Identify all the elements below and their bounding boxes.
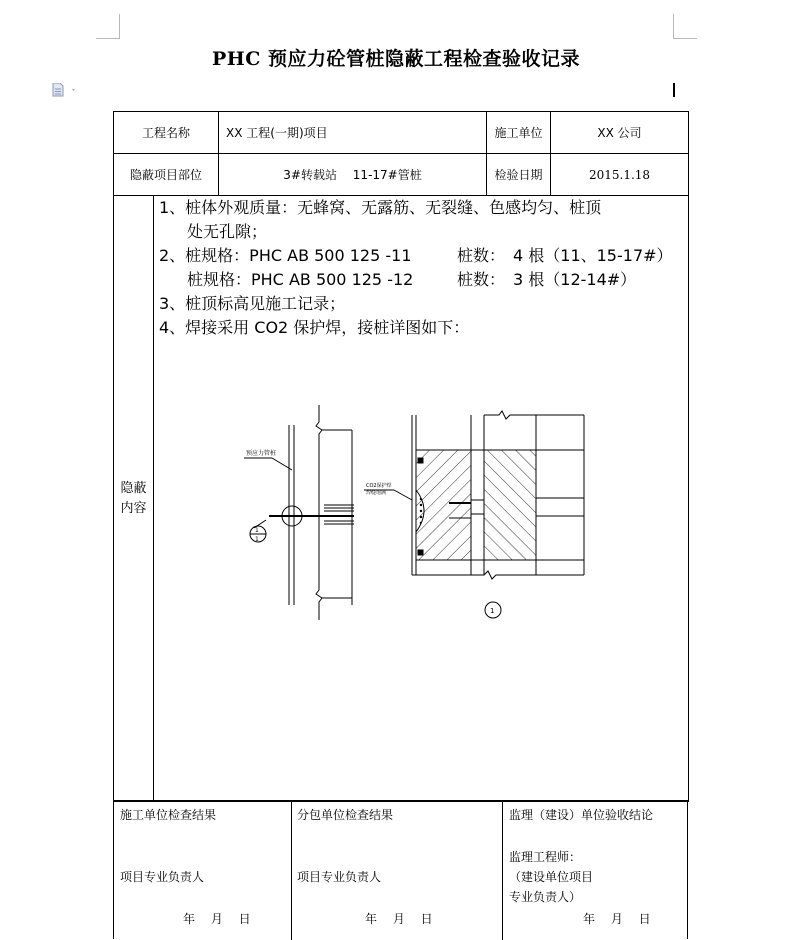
- footer-col2-person: 项目专业负责人: [297, 870, 382, 884]
- item-3: 3、桩顶标高见施工记录；: [159, 294, 346, 313]
- content-label-line1: 隐蔽: [120, 480, 147, 496]
- right-circle-num: 1: [490, 607, 495, 615]
- left-circle-num: 1: [255, 527, 259, 534]
- crop-mark-top-left: [96, 38, 120, 39]
- content-items: [154, 196, 688, 340]
- footer-col2-date[interactable]: 年 月 日: [365, 912, 433, 926]
- footer-col3-title: 监理（建设）单位验收结论: [509, 808, 654, 822]
- project-value[interactable]: XX 工程(一期)项目: [219, 112, 487, 154]
- page-title: PHC 预应力砼管桩隐蔽工程检查验收记录: [212, 48, 580, 70]
- content-label-line2: 内容: [120, 500, 147, 516]
- item-2-row-b: [159, 268, 688, 292]
- item-2-row-a: [159, 244, 688, 268]
- date-label: 检验日期: [487, 154, 551, 196]
- inspection-form: [113, 111, 689, 802]
- right-label-1: CO2保护焊: [366, 483, 392, 489]
- content-label: [114, 196, 154, 802]
- crop-mark-top-right-v: [673, 14, 674, 38]
- footer-col2-title: 分包单位检查结果: [297, 808, 394, 822]
- item-1-line-1: 1、桩体外观质量：无蜂窝、无露筋、无裂缝、色感均匀、桩顶: [159, 198, 602, 217]
- crop-mark-top-right: [673, 38, 697, 39]
- item-2-spec-b: 桩规格：PHC AB 500 125 -12: [187, 270, 414, 289]
- item-2-count-a: 桩数： 4 根（11、15-17#）: [457, 246, 673, 265]
- left-circle-sub: 1: [255, 536, 259, 543]
- left-elevation: [244, 405, 354, 620]
- location-value[interactable]: 3#转载站 11-17#管桩: [219, 154, 487, 196]
- contractor-value[interactable]: XX 公司: [551, 112, 689, 154]
- footer-col3-person1: 监理工程师：: [509, 850, 582, 864]
- item-1-line-2: 处无孔隙；: [187, 222, 268, 241]
- footer-col3-person2: （建设单位项目: [509, 870, 594, 884]
- left-label: 预应力管桩: [246, 450, 277, 457]
- date-value[interactable]: 2015.1.18: [551, 154, 689, 196]
- item-2-count-b: 桩数： 3 根（12-14#）: [457, 270, 637, 289]
- right-label-2: 焊缝饱满: [366, 490, 387, 496]
- footer-col3-date[interactable]: 年 月 日: [583, 912, 651, 926]
- footer-col1-date[interactable]: 年 月 日: [183, 912, 251, 926]
- right-section-detail: [364, 411, 584, 618]
- item-2-spec-a: 2、桩规格：PHC AB 500 125 -11: [159, 246, 412, 265]
- text-cursor: [673, 83, 675, 97]
- footer-col1-title: 施工单位检查结果: [120, 808, 217, 822]
- footer-divider-1: [291, 801, 292, 940]
- pile-joint-drawing: [154, 400, 689, 640]
- footer-col3-person3: 专业负责人）: [509, 890, 582, 904]
- project-label: 工程名称: [114, 112, 219, 154]
- footer-col1-person: 项目专业负责人: [120, 870, 205, 884]
- item-4: 4、焊接采用 CO2 保护焊，接桩详图如下：: [159, 318, 470, 337]
- footer-divider-2: [502, 801, 503, 940]
- location-label: 隐蔽项目部位: [114, 154, 219, 196]
- document-icon[interactable]: [52, 82, 80, 101]
- crop-mark-top-left-v: [119, 14, 120, 38]
- content-cell[interactable]: [154, 196, 689, 802]
- contractor-label: 施工单位: [487, 112, 551, 154]
